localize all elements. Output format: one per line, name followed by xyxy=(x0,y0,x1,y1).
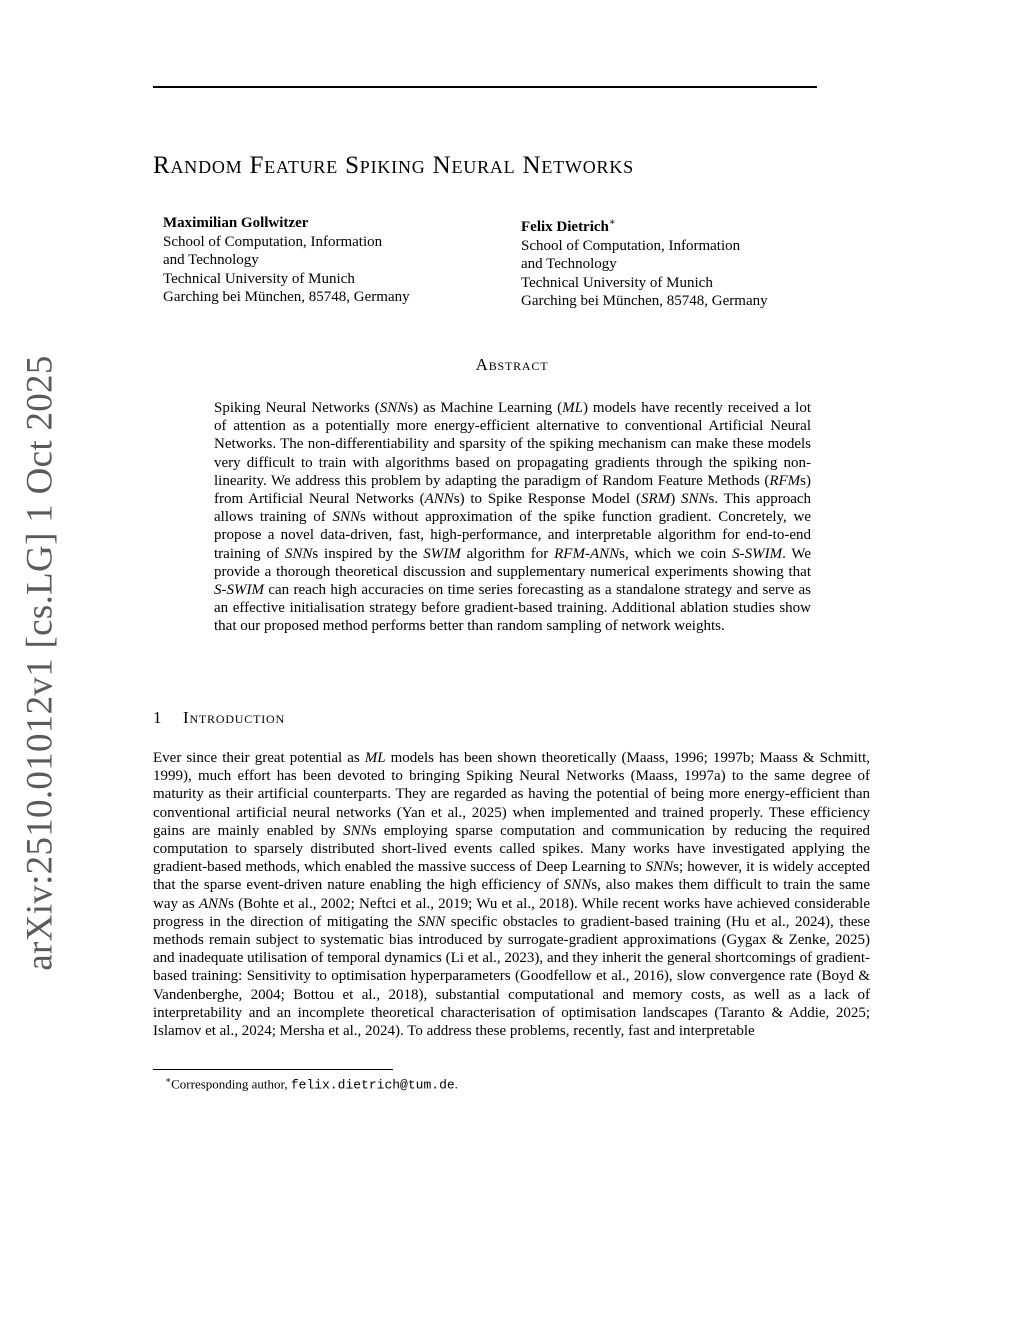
acronym: SNN xyxy=(379,400,408,416)
text-run: s employing sparse computation and communication by reducing the required computation to sparsely distributed short-lived events called spikes. Many works have investigated applying the gradient-based methods, which enabled the massive success of Deep Learning to xyxy=(153,822,870,876)
footnote-end: . xyxy=(454,1076,458,1092)
acronym: SNN xyxy=(645,859,674,876)
text-run: algorithm for xyxy=(460,545,555,562)
acronym: SNN xyxy=(563,877,592,894)
text-run: s, which we coin xyxy=(619,545,733,562)
affiliation-line: School of Computation, Information xyxy=(521,237,741,254)
affiliation-line: Garching bei München, 85748, Germany xyxy=(163,289,410,305)
text-run: Spiking Neural Networks ( xyxy=(214,400,380,416)
affiliation-line: Technical University of Munich xyxy=(163,270,355,287)
affiliation-line: and Technology xyxy=(163,252,259,268)
text-run: s without approximation of the spike function gradient. Concretely, we propose a novel data-driven, fast, high-performance, and interpretable algorithm for end-to-end training of xyxy=(214,509,811,562)
author-name: Felix Dietrich∗ xyxy=(521,217,616,235)
section-title: Introduction xyxy=(183,708,285,727)
paper-title: Random Feature Spiking Neural Networks xyxy=(153,152,634,179)
introduction-body xyxy=(153,749,870,1040)
text-run: s, also makes them difficult to train the same way as xyxy=(153,877,870,912)
text-run: s) from Artificial Neural Networks ( xyxy=(214,472,811,508)
text-run: s inspired by the xyxy=(312,545,424,562)
text-run: ) xyxy=(670,491,681,508)
text-run: s; however, it is widely accepted that the sparse event-driven nature enabling the high efficiency of xyxy=(153,859,870,894)
abstract-heading: Abstract xyxy=(475,355,549,374)
text-run: s) as Machine Learning ( xyxy=(407,400,563,416)
affiliation-line: Technical University of Munich xyxy=(521,274,713,291)
acronym: SNN xyxy=(343,822,371,839)
acronym: ANN xyxy=(424,491,454,508)
email-link[interactable]: felix.dietrich@tum.de xyxy=(290,1077,455,1093)
text-run: s) to Spike Response Model ( xyxy=(453,491,642,508)
acronym: ML xyxy=(562,400,583,416)
text-run: Ever since their great potential as xyxy=(153,750,365,766)
footnote-marker: ∗ xyxy=(165,1075,172,1085)
arxiv-identifier: arXiv:2510.01012v1 [cs.LG] 1 Oct 2025 xyxy=(19,355,61,971)
section-heading xyxy=(153,708,285,728)
acronym: SNN xyxy=(680,491,709,508)
acronym: S-SWIM xyxy=(732,545,783,562)
section-number: 1 xyxy=(153,708,163,727)
acronym: SNN xyxy=(332,509,360,526)
text-run: models has been shown theoretically (Maass, 1996; 1997b; Maass & Schmitt, 1999), much effort has been devoted to bringing Spiking Neural Networks (Maass, 1997a) to the same degree of maturity as their artificial counterparts. They are regarded as having the potential of being more energy-efficient than conventional artificial neural networks (Yan et al., 2025) when implemented and trained properly. These efficiency gains are mainly enabled by xyxy=(153,750,870,839)
text-run: . We provide a thorough theoretical discussion and supplementary numerical experiments showing that xyxy=(214,545,812,580)
text-run: s. This approach allows training of xyxy=(214,491,812,526)
affiliation-line: Garching bei München, 85748, Germany xyxy=(521,293,768,309)
affiliation-line: School of Computation, Information xyxy=(163,233,383,250)
abstract-body xyxy=(214,399,811,636)
acronym: RFM xyxy=(769,472,801,489)
footnote-rule xyxy=(153,1069,393,1070)
text-run: can reach high accuracies on time series forecasting as a standalone strategy and serve as an effective initialisation strategy before gradient-based training. Additional ablation studies show that our proposed method performs better than random sampling of network weights. xyxy=(214,582,811,635)
author-name: Maximilian Gollwitzer xyxy=(163,215,309,231)
acronym: RFM-ANN xyxy=(554,545,620,562)
acronym: S-SWIM xyxy=(214,582,264,599)
text-run: specific obstacles to gradient-based training (Hu et al., 2024), these methods remain subject to systematic bias introduced by surrogate-gradient approximations (Gygax & Zenke, 2025) and inadequate utilisation of temporal dynamics (Li et al., 2023), and they inherit the general shortcomings of gradient-based training: Sensitivity to optimisation hyperparameters (Goodfellow et al., 2016), slow convergence rate (Boyd & Vandenberghe, 2004; Bottou et al., 2018), substantial computational and memory costs, as well as a lack of interpretability and an incomplete theoretical characterisation of optimisation landscapes (Taranto & Addie, 2025; Islamov et al., 2024; Mersha et al., 2024). To address these problems, recently, fast and interpretable xyxy=(153,913,870,1040)
acronym: SRM xyxy=(641,491,671,508)
acronym: SWIM xyxy=(423,545,461,562)
acronym: ANN xyxy=(198,895,229,912)
text-run: ) models have recently received a lot of attention as a potentially more energy-efficient alternative to conventional Artificial Neural Networks. The non-differentiability and sparsity of the spiking mechanism can make these models very difficult to train with algorithms based on propagating gradients through the spiking non-linearity. We address this problem by adapting the paradigm of Random Feature Methods ( xyxy=(214,400,812,489)
top-rule xyxy=(153,86,817,88)
text-run: s (Bohte et al., 2002; Neftci et al., 2019; Wu et al., 2018). While recent works have achieved considerable progress in the direction of mitigating the xyxy=(153,895,870,930)
footnote xyxy=(165,1072,458,1093)
footnote-marker[interactable]: ∗ xyxy=(608,217,616,228)
author-block-1 xyxy=(163,214,410,307)
acronym: SNN xyxy=(417,913,446,930)
author-block-2 xyxy=(521,214,768,311)
acronym: ML xyxy=(364,750,386,766)
footnote-text: Corresponding author, xyxy=(171,1076,291,1092)
affiliation-line: and Technology xyxy=(521,256,617,272)
acronym: SNN xyxy=(284,545,313,562)
